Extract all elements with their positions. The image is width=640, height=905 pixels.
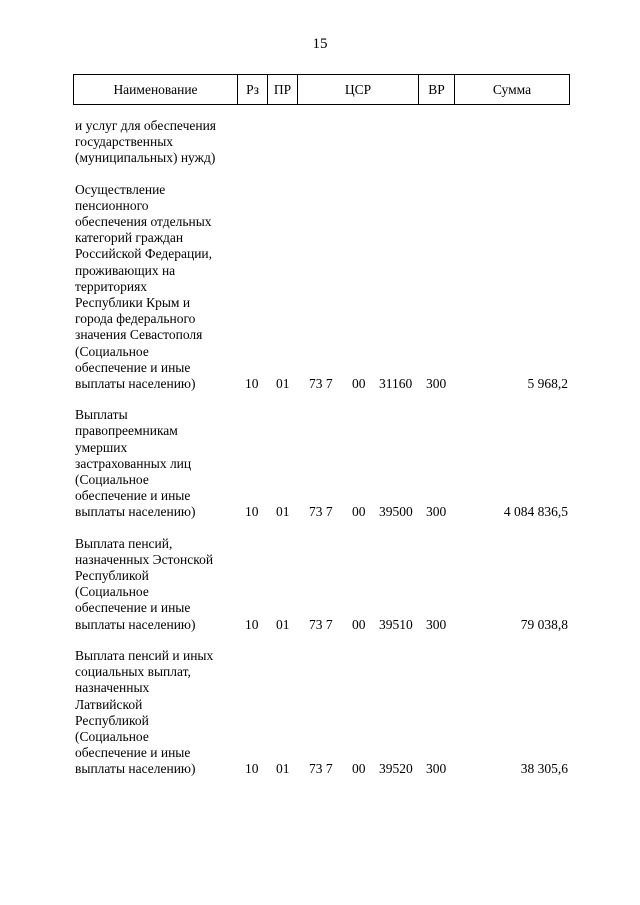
table-row [75,536,572,633]
row-sum: 79 038,8 [520,616,568,632]
row-csr-code: 39520 [379,761,413,777]
row-csr-subprogram: 00 [352,761,366,777]
column-header-csr: ЦСР [298,75,419,104]
row-rz: 10 [245,616,259,632]
row-name: Выплата пенсий, назначенных Эстонской Республикой (Социальное обеспечение и иные выплаты населению) [75,535,214,632]
table-body [75,118,572,778]
column-header-rz: Рз [238,75,268,104]
page-number: 15 [312,36,328,52]
row-vr: 300 [426,504,447,520]
row-pr: 01 [276,616,290,632]
column-header-sum: Сумма [492,81,532,97]
table-row [75,118,572,167]
row-vr: 300 [426,616,447,632]
row-name: Осуществление пенсионного обеспечения отдельных категорий граждан Российской Федерации, проживающих на территориях Республики Крым и города федерального значения Севастополя (Социальное обеспечение и иные выплаты населению) [75,181,213,392]
column-header-pr: ПР [268,75,298,104]
row-rz: 10 [245,376,259,392]
table-row [75,407,572,520]
row-name: и услуг для обеспечения государственных (муниципальных) нужд) [75,118,217,166]
column-header-name: Наименование [74,75,238,104]
row-name: Выплаты правопреемникам умерших застрахованных лиц (Социальное обеспечение и иные выплаты населению) [75,407,196,520]
row-name: Выплата пенсий и иных социальных выплат, назначенных Латвийской Республикой (Социальное обеспечение и иные выплаты населению) [75,647,214,777]
row-vr: 300 [426,376,447,392]
row-pr: 01 [276,376,290,392]
table-header [73,74,570,105]
row-csr-program: 73 7 [309,504,333,520]
row-pr: 01 [276,761,290,777]
row-vr: 300 [426,761,447,777]
row-sum: 5 968,2 [527,376,568,392]
row-sum: 4 084 836,5 [503,504,568,520]
row-csr-subprogram: 00 [352,504,366,520]
row-csr-subprogram: 00 [352,376,366,392]
column-header-vr: ВР [419,75,455,104]
row-rz: 10 [245,504,259,520]
row-rz: 10 [245,761,259,777]
table-row [75,182,572,393]
row-csr-code: 31160 [379,376,413,392]
table-row [75,648,572,778]
row-sum: 38 305,6 [520,761,568,777]
row-csr-program: 73 7 [309,761,333,777]
row-csr-program: 73 7 [309,376,333,392]
row-csr-subprogram: 00 [352,616,366,632]
row-csr-code: 39500 [379,504,413,520]
row-csr-code: 39510 [379,616,413,632]
row-pr: 01 [276,504,290,520]
row-csr-program: 73 7 [309,616,333,632]
